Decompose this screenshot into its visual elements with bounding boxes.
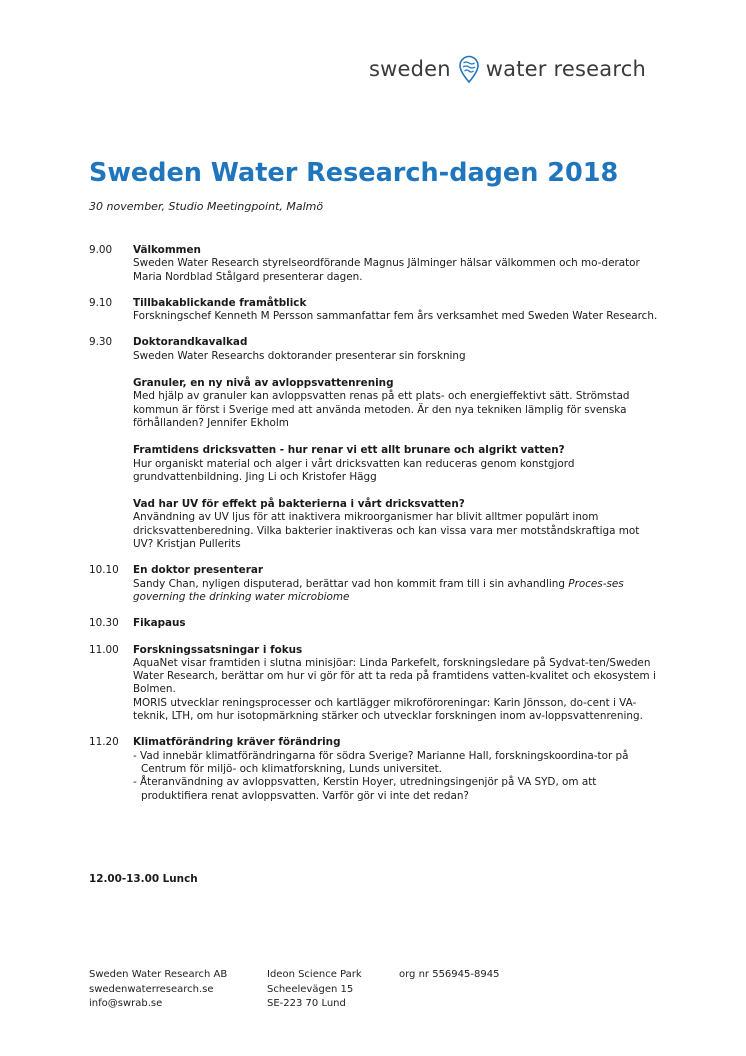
lunch-break: 12.00-13.00 Lunch bbox=[89, 873, 198, 885]
agenda-item bbox=[89, 297, 661, 324]
logo-text-right: water research bbox=[485, 57, 646, 81]
agenda-time: 9.00 bbox=[89, 244, 113, 256]
talk bbox=[133, 444, 661, 484]
agenda-item bbox=[89, 564, 661, 604]
org-number: org nr 556945-8945 bbox=[399, 969, 500, 980]
talk-description: Hur organiskt material och alger i vårt dricksvatten kan reduceras genom konstgjord grundvattenbildning. Jing Li och Kristofer Hägg bbox=[133, 457, 575, 483]
agenda-description bbox=[133, 578, 661, 605]
agenda-time: 11.20 bbox=[89, 736, 119, 749]
agenda-bullet: - Vad innebär klimatförändringarna för södra Sverige? Marianne Hall, forskningskoordina-tor på Centrum för miljö- och klimatforskning, Lunds universitet. bbox=[133, 749, 629, 775]
thesis-title: Proces-ses governing the drinking water microbiome bbox=[133, 577, 624, 603]
agenda bbox=[89, 244, 661, 803]
footer-address-column bbox=[267, 968, 362, 1012]
agenda-item bbox=[89, 244, 661, 284]
agenda-title: Forskningssatsningar i fokus bbox=[133, 643, 303, 656]
talk-description: Med hjälp av granuler kan avloppsvatten renas på ett plats- och energieffektivt sätt. Strömstad kommun är först i Sverige med att använda metoden. Är den nya tekniken lämplig för svenska förhållanden? Jennifer Ekholm bbox=[133, 390, 630, 429]
website: swedenwaterresearch.se bbox=[89, 983, 214, 995]
agenda-time: 10.30 bbox=[89, 617, 119, 630]
agenda-item bbox=[89, 644, 661, 724]
agenda-item bbox=[89, 736, 661, 802]
agenda-title: Fikapaus bbox=[133, 617, 186, 630]
agenda-time: 9.10 bbox=[89, 296, 113, 309]
agenda-time: 9.30 bbox=[89, 336, 113, 349]
event-subtitle: 30 november, Studio Meetingpoint, Malmö bbox=[89, 200, 324, 213]
agenda-description-text: Sandy Chan, nyligen disputerad, berättar vad hon kommit fram till i sin avhandling bbox=[133, 577, 569, 590]
agenda-title: Välkommen bbox=[133, 244, 201, 256]
agenda-description: Sweden Water Researchs doktorander presenterar sin forskning bbox=[133, 349, 466, 362]
agenda-title: Doktorandkavalkad bbox=[133, 336, 248, 349]
address-line: Ideon Science Park bbox=[267, 969, 362, 980]
talk-title: Granuler, en ny nivå av avloppsvattenrening bbox=[133, 377, 394, 390]
company-name: Sweden Water Research AB bbox=[89, 969, 228, 980]
talk bbox=[133, 377, 661, 430]
talk bbox=[133, 498, 661, 551]
agenda-description: Sweden Water Research styrelseordförande Magnus Jälminger hälsar välkommen och mo-derator Maria Nordblad Stålgard presenterar dagen. bbox=[133, 257, 640, 283]
footer-org-column bbox=[399, 968, 499, 983]
agenda-item bbox=[89, 617, 661, 630]
agenda-description: Forskningschef Kenneth M Persson sammanfattar fem års verksamhet med Sweden Water Research. bbox=[133, 310, 658, 323]
email: info@swrab.se bbox=[89, 998, 163, 1010]
agenda-title: Klimatförändring kräver förändring bbox=[133, 736, 341, 749]
address-line: Scheelevägen 15 bbox=[267, 983, 354, 995]
company-logo bbox=[369, 54, 646, 84]
agenda-title: En doktor presenterar bbox=[133, 564, 263, 577]
agenda-time: 10.10 bbox=[89, 564, 119, 577]
agenda-title: Tillbakablickande framåtblick bbox=[133, 296, 307, 309]
agenda-item bbox=[89, 336, 661, 551]
address-line: SE-223 70 Lund bbox=[267, 998, 346, 1010]
agenda-time: 11.00 bbox=[89, 643, 119, 656]
page-title: Sweden Water Research-dagen 2018 bbox=[89, 158, 619, 188]
water-drop-icon bbox=[457, 54, 481, 84]
talk-title: Vad har UV för effekt på bakterierna i vårt dricksvatten? bbox=[133, 498, 465, 511]
agenda-paragraph: AquaNet visar framtiden i slutna minisjöar: Linda Parkefelt, forskningsledare på Sydvat-ten/Sweden Water Research, berättar om hur vi gör för att ta reda på framtidens vatten-kvalitet och ekosystem i Bolmen. bbox=[133, 656, 656, 696]
footer-company-column bbox=[89, 968, 227, 1012]
agenda-paragraph: MORIS utvecklar reningsprocesser och kartlägger mikroföroreningar: Karin Jönsson, do-cent i VA-teknik, LTH, om hur isotopmärkning stärker och utvecklar forskningen inom av-loppsvattenrening. bbox=[133, 696, 643, 723]
logo-text-left: sweden bbox=[369, 57, 451, 81]
agenda-bullet: - Återanvändning av avloppsvatten, Kerstin Hoyer, utredningsingenjör på VA SYD, om att produktifiera renat avloppsvatten. Varför gör vi inte det redan? bbox=[133, 776, 597, 802]
talk-title: Framtidens dricksvatten - hur renar vi ett allt brunare och algrikt vatten? bbox=[133, 444, 565, 457]
talk-description: Användning av UV ljus för att inaktivera mikroorganismer har blivit alltmer populärt inom dricksvattenberedning. Vilka bakterier inaktiveras och kan vissa vara mer motståndskraftiga mot UV? Kristjan Pullerits bbox=[133, 511, 640, 551]
